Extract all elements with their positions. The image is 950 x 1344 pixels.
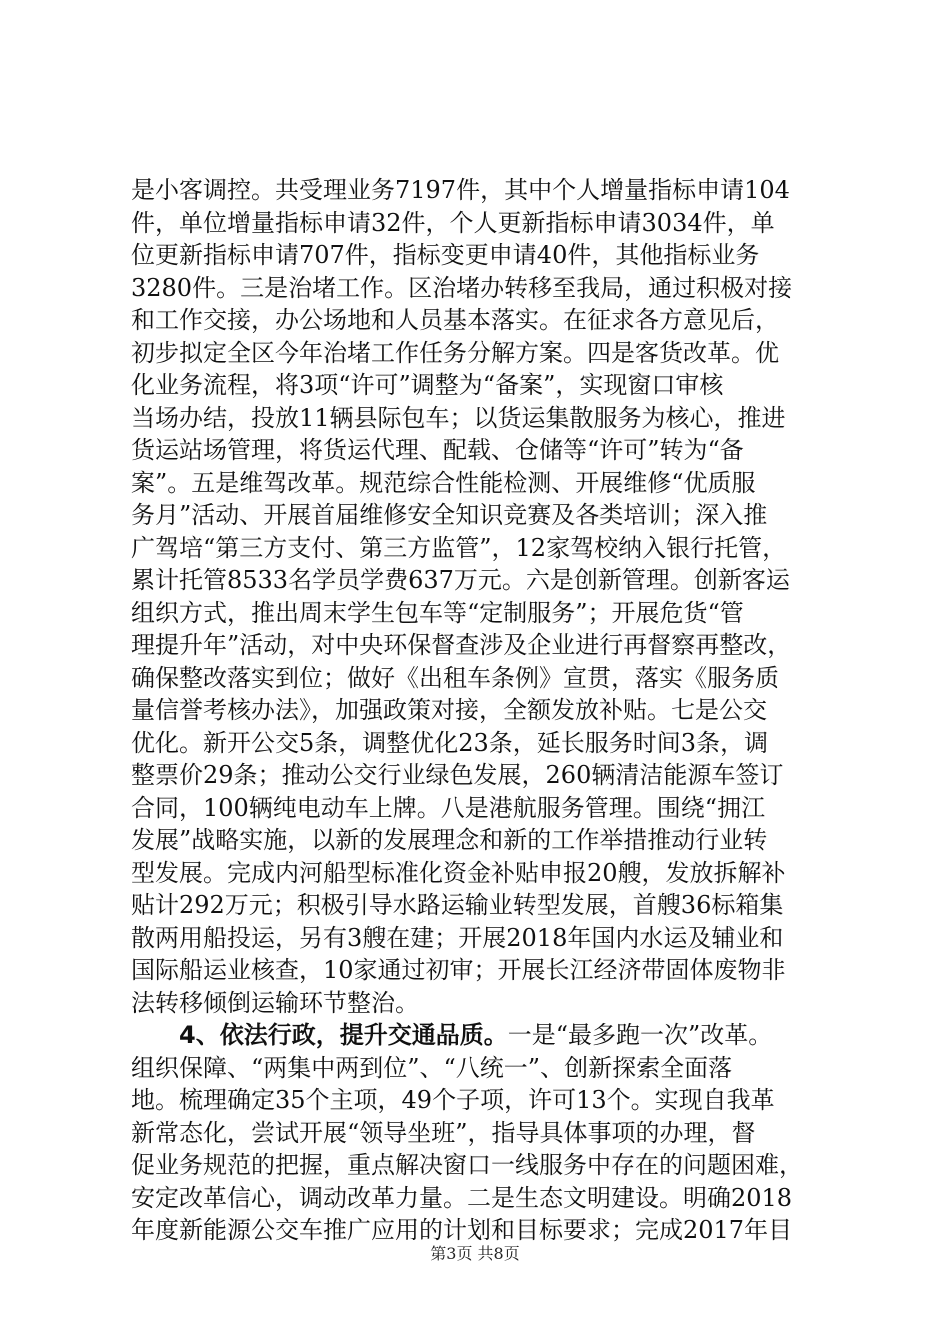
text-line: 优化。新开公交5条，调整优化23条，延长服务时间3条，调 [131,728,769,757]
page-number-footer: 第3页 共8页 [430,1244,520,1263]
text-line: 务月”活动、开展首届维修安全知识竞赛及各类培训；深入推 [131,501,768,529]
text-line: 案”。五是维驾改革。规范综合性能检测、开展维修“优质服 [131,468,756,497]
body-text [131,174,831,1247]
text-line: 型发展。完成内河船型标准化资金补贴申报20艘，发放拆解补 [131,858,786,887]
section-4-first-line [131,1019,831,1052]
text-line: 新常态化，尝试开展“领导坐班”，指导具体事项的办理，督 [131,1118,756,1147]
text-line: 发展”战略实施，以新的发展理念和新的工作举措推动行业转 [131,826,768,854]
section-4-heading: 4、依法行政，提升交通品质。 [179,1021,508,1049]
text-line: 和工作交接，办公场地和人员基本落实。在征求各方意见后， [131,306,779,334]
text-line: 安定改革信心，调动改革力量。二是生态文明建设。明确2018 [131,1183,793,1212]
text-line: 位更新指标申请707件，指标变更申请40件，其他指标业务 [131,241,760,269]
text-line: 初步拟定全区今年治堵工作任务分解方案。四是客货改革。优 [131,338,779,367]
text-line: 法转移倾倒运输环节整治。 [131,988,419,1017]
text-line: 散两用船投运，另有3艘在建；开展2018年国内水运及辅业和 [131,923,784,952]
text-line: 当场办结，投放11辆县际包车；以货运集散服务为核心，推进 [131,403,786,432]
text-line: 理提升年”活动，对中央环保督查涉及企业进行再督察再整改， [131,631,792,659]
text-line: 组织保障、“两集中两到位”、“八统一”、创新探索全面落 [131,1053,733,1082]
text-line: 国际船运业核查，10家通过初审；开展长江经济带固体废物非 [131,956,786,984]
text-line: 广驾培“第三方支付、第三方监管”，12家驾校纳入银行托管， [131,533,787,562]
text-line: 化业务流程，将3项“许可”调整为“备案”，实现窗口审核 [131,371,724,399]
text-line: 3280件。三是治堵工作。区治堵办转移至我局，通过积极对接 [131,273,793,302]
text-line: 贴计292万元；积极引导水路运输业转型发展，首艘36标箱集 [131,891,784,919]
text-line: 整票价29条；推动公交行业绿色发展，260辆清洁能源车签订 [131,761,784,789]
text-line: 地。梳理确定35个主项，49个子项，许可13个。实现自我革 [131,1086,775,1114]
text-line: 累计托管8533名学员学费637万元。六是创新管理。创新客运 [131,566,790,594]
text-line: 件，单位增量指标申请32件，个人更新指标申请3034件，单 [131,208,775,237]
text-line: 货运站场管理，将货运代理、配载、仓储等“许可”转为“备 [131,436,744,464]
text-line: 年度新能源公交车推广应用的计划和目标要求；完成2017年目 [131,1216,793,1244]
section-4-lead-text: 一是“最多跑一次”改革。 [507,1021,773,1049]
text-line: 组织方式，推出周末学生包车等“定制服务”；开展危货“管 [131,598,744,627]
text-line: 确保整改落实到位；做好《出租车条例》宣贯，落实《服务质 [131,663,779,692]
text-line: 促业务规范的把握，重点解决窗口一线服务中存在的问题困难， [131,1151,803,1179]
text-line: 合同，100辆纯电动车上牌。八是港航服务管理。围绕“拥江 [131,793,766,822]
text-line: 量信誉考核办法》，加强政策对接，全额发放补贴。七是公交 [131,696,767,724]
text-line: 是小客调控。共受理业务7197件，其中个人增量指标申请104 [131,176,790,204]
